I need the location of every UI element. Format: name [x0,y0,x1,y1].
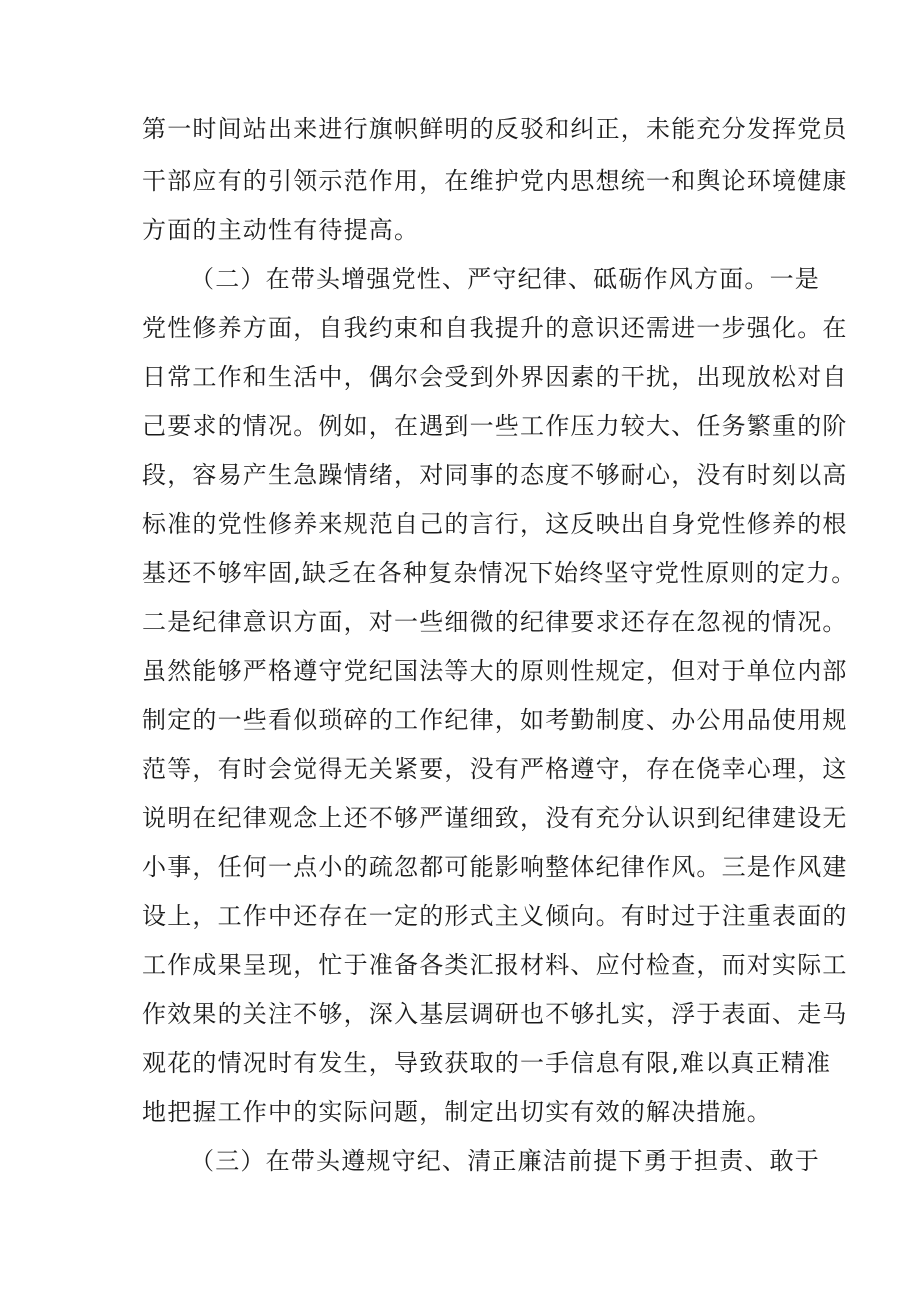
text-line: 标准的党性修养来规范自己的言行，这反映出自身党性修养的根 [142,510,848,538]
text-line: 干部应有的引领示范作用，在维护党内思想统一和舆论环境健康 [142,167,848,195]
text-line: 段，容易产生急躁情绪，对同事的态度不够耐心，没有时刻以高 [142,461,848,489]
text-line: 作效果的关注不够，深入基层调研也不够扎实，浮于表面、走马 [142,1000,848,1028]
text-line: 第一时间站出来进行旗帜鲜明的反驳和纠正，未能充分发挥党员 [142,115,848,143]
section-heading: （二）在带头增强党性、严守纪律、砥砺作风方面。一是 [190,265,820,293]
text-line: 己要求的情况。例如，在遇到一些工作压力较大、任务繁重的阶 [142,412,848,440]
text-line: 范等，有时会觉得无关紧要，没有严格遵守，存在侥幸心理，这 [142,755,848,783]
text-line: 基还不够牢固,缺乏在各种复杂情况下始终坚守党性原则的定力。 [142,559,857,587]
text-line: 日常工作和生活中，偶尔会受到外界因素的干扰，出现放松对自 [142,363,848,391]
text-line: 党性修养方面，自我约束和自我提升的意识还需进一步强化。在 [142,314,848,342]
text-line: 工作成果呈现，忙于准备各类汇报材料、应付检查，而对实际工 [142,951,848,979]
text-line: 说明在纪律观念上还不够严谨细致，没有充分认识到纪律建设无 [142,804,848,832]
text-line: 虽然能够严格遵守党纪国法等大的原则性规定，但对于单位内部 [142,657,848,685]
text-line: 制定的一些看似琐碎的工作纪律，如考勤制度、办公用品使用规 [142,706,848,734]
text-line: 小事，任何一点小的疏忽都可能影响整体纪律作风。三是作风建 [142,853,848,881]
text-line: 观花的情况时有发生，导致获取的一手信息有限,难以真正精准 [142,1049,832,1077]
text-line: 二是纪律意识方面，对一些细微的纪律要求还存在忽视的情况。 [142,608,848,636]
text-line: 方面的主动性有待提高。 [142,216,420,244]
text-line: 设上，工作中还存在一定的形式主义倾向。有时过于注重表面的 [142,902,848,930]
section-heading: （三）在带头遵规守纪、清正廉洁前提下勇于担责、敢于 [190,1147,820,1175]
text-line: 地把握工作中的实际问题，制定出切实有效的解决措施。 [142,1098,772,1126]
